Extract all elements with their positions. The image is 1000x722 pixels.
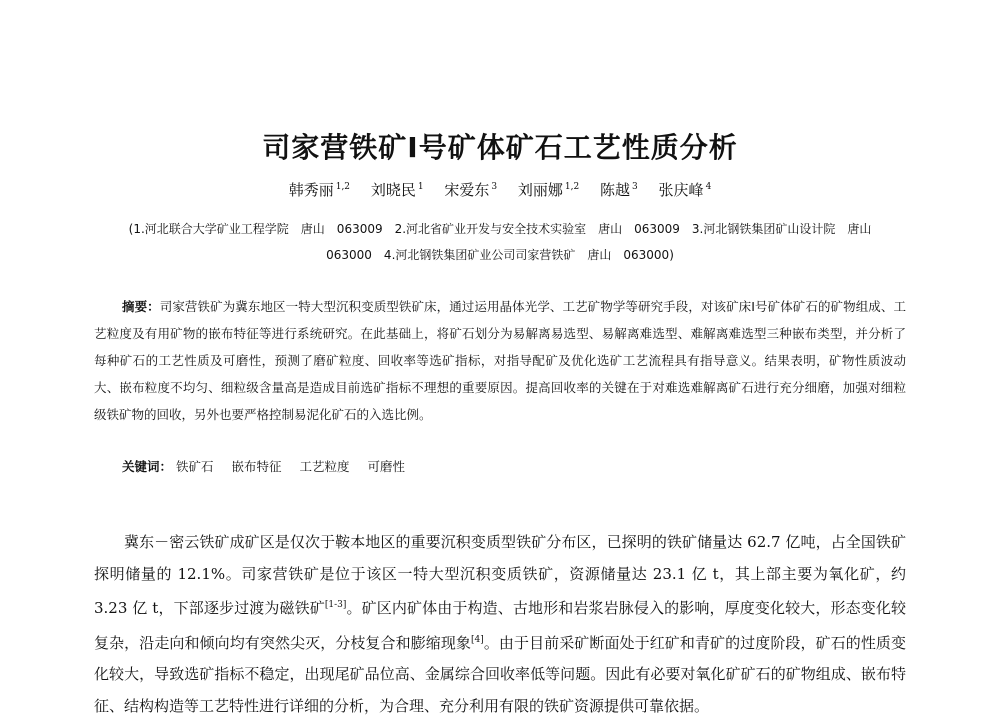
keyword: 工艺粒度 [299,459,350,474]
affiliations: (1.河北联合大学矿业工程学院 唐山 063009 2.河北省矿业开发与安全技术实验室 唐山 063009 3.河北钢铁集团矿山设计院 唐山 063000 4.河北钢铁集团矿业公司司家营铁矿 唐山 063000) [128,222,884,262]
citation-ref: [1-3] [324,600,347,610]
keywords [122,457,902,475]
author: 宋爱东 $^3$ [444,181,498,199]
author: 刘晓民 $^1$ [370,181,424,199]
body-paragraph: 冀东－密云铁矿成矿区是仅次于鞍本地区的重要沉积变质型铁矿分布区，已探明的铁矿储量达 62.7 亿吨，占全国铁矿探明储量的 12.1%。司家营铁矿是位于该区一特大型沉积变质铁矿，资源储量达 23.1 亿 t，其上部主要为氧化矿，约 3.23 亿 t，下部逐步过渡为磁铁矿[1-3]。矿区内矿体由于构造、古地形和岩浆岩脉侵入的影响，厚度变化较大，形态变化较复杂，沿走向和倾向均有突然尖灭，分枝复合和膨缩现象[4]。由于目前采矿断面处于红矿和青矿的过度阶段，矿石的性质变化较大，导致选矿指标不稳定，出现尾矿品位高、金属综合回收率低等问题。因此有必要对氧化矿矿石的矿物组成、嵌布特征、结构构造等工艺特性进行详细的分析，为合理、充分利用有限的铁矿资源提供可靠依据。 [94,533,906,715]
author: 陈越 $^3$ [600,181,638,199]
citation-ref: [4] [471,634,484,645]
abstract [94,293,906,428]
keyword: 可磨性 [367,459,406,474]
abstract-label: 摘要： [122,299,160,314]
author: 刘丽娜 $^{1,2}$ [517,181,580,199]
paper-title: 司家营铁矿Ⅰ号矿体矿石工艺性质分析 [262,131,738,164]
author: 韩秀丽 $^{1,2}$ [288,181,351,199]
keywords-label: 关键词： [122,459,173,474]
keyword: 铁矿石 [176,459,214,474]
author: 张庆峰 $^4$ [658,181,712,199]
keyword: 嵌布特征 [231,459,282,474]
abstract-text: 司家营铁矿为冀东地区一特大型沉积变质型铁矿床，通过运用晶体光学、工艺矿物学等研究手段，对该矿床Ⅰ号矿体矿石的矿物组成、工艺粒度及有用矿物的嵌布特征等进行系统研究。在此基础上，将矿石划分为易解离易选型、易解离难选型、难解离难选型三种嵌布类型，并分析了每种矿石的工艺性质及可磨性，预测了磨矿粒度、回收率等选矿指标，对指导配矿及优化选矿工艺流程具有指导意义。结果表明，矿物性质波动大、嵌布粒度不均匀、细粒级含量高是造成目前选矿指标不理想的重要原因。提高回收率的关键在于对难选难解离矿石进行充分细磨，加强对细粒级铁矿物的回收，另外也要严格控制易泥化矿石的入选比例。 [94,299,906,422]
author-list [0,179,1000,200]
